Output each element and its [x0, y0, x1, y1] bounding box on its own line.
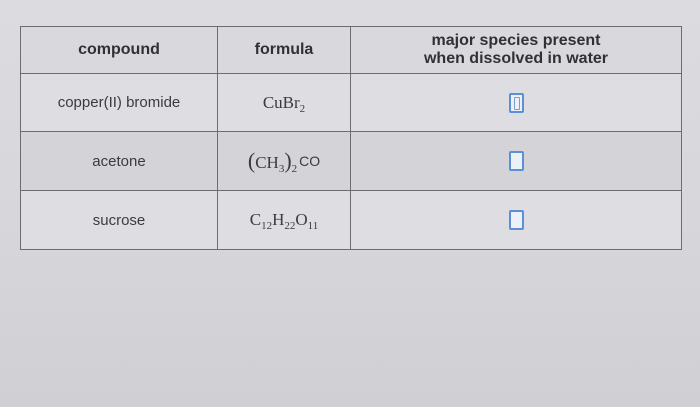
chemical-formula	[249, 210, 319, 232]
formula-paren-close: )	[284, 148, 292, 173]
formula-subscript: 2	[291, 163, 298, 175]
table-header-row	[21, 27, 682, 74]
formula-subscript: 22	[284, 220, 296, 232]
header-formula: formula	[218, 27, 351, 74]
formula-part: CO	[299, 153, 321, 169]
formula-cell	[218, 191, 351, 250]
formula-part: O	[295, 210, 308, 229]
species-answer-cell	[351, 74, 682, 132]
header-species-line2: when dissolved in water	[423, 50, 609, 67]
compound-name: sucrose	[21, 191, 218, 250]
table-row	[21, 74, 682, 132]
formula-part: C	[249, 210, 262, 229]
formula-cell	[218, 132, 351, 191]
formula-subscript: 12	[261, 220, 273, 232]
chemical-formula	[262, 92, 306, 115]
header-major-species	[351, 27, 682, 74]
table-row	[21, 132, 682, 191]
formula-part: CH	[255, 153, 279, 172]
species-answer-cell	[351, 132, 682, 191]
formula-subscript: 2	[299, 102, 306, 115]
species-answer-input[interactable]	[509, 93, 524, 113]
species-answer-input[interactable]	[509, 210, 524, 230]
chemical-formula	[247, 148, 321, 175]
compound-name: acetone	[21, 132, 218, 191]
table-row	[21, 191, 682, 250]
header-compound: compound	[21, 27, 218, 74]
formula-subscript: 11	[307, 220, 319, 232]
header-species-line1: major species present	[431, 32, 601, 49]
formula-part: H	[272, 210, 285, 229]
formula-part: CuBr	[262, 92, 300, 112]
species-answer-cell	[351, 191, 682, 250]
formula-paren-open: (	[247, 148, 256, 173]
formula-cell	[218, 74, 351, 132]
species-table	[20, 26, 682, 250]
species-answer-input[interactable]	[509, 151, 524, 171]
formula-subscript: 3	[278, 163, 285, 175]
compound-name: copper(II) bromide	[21, 74, 218, 132]
